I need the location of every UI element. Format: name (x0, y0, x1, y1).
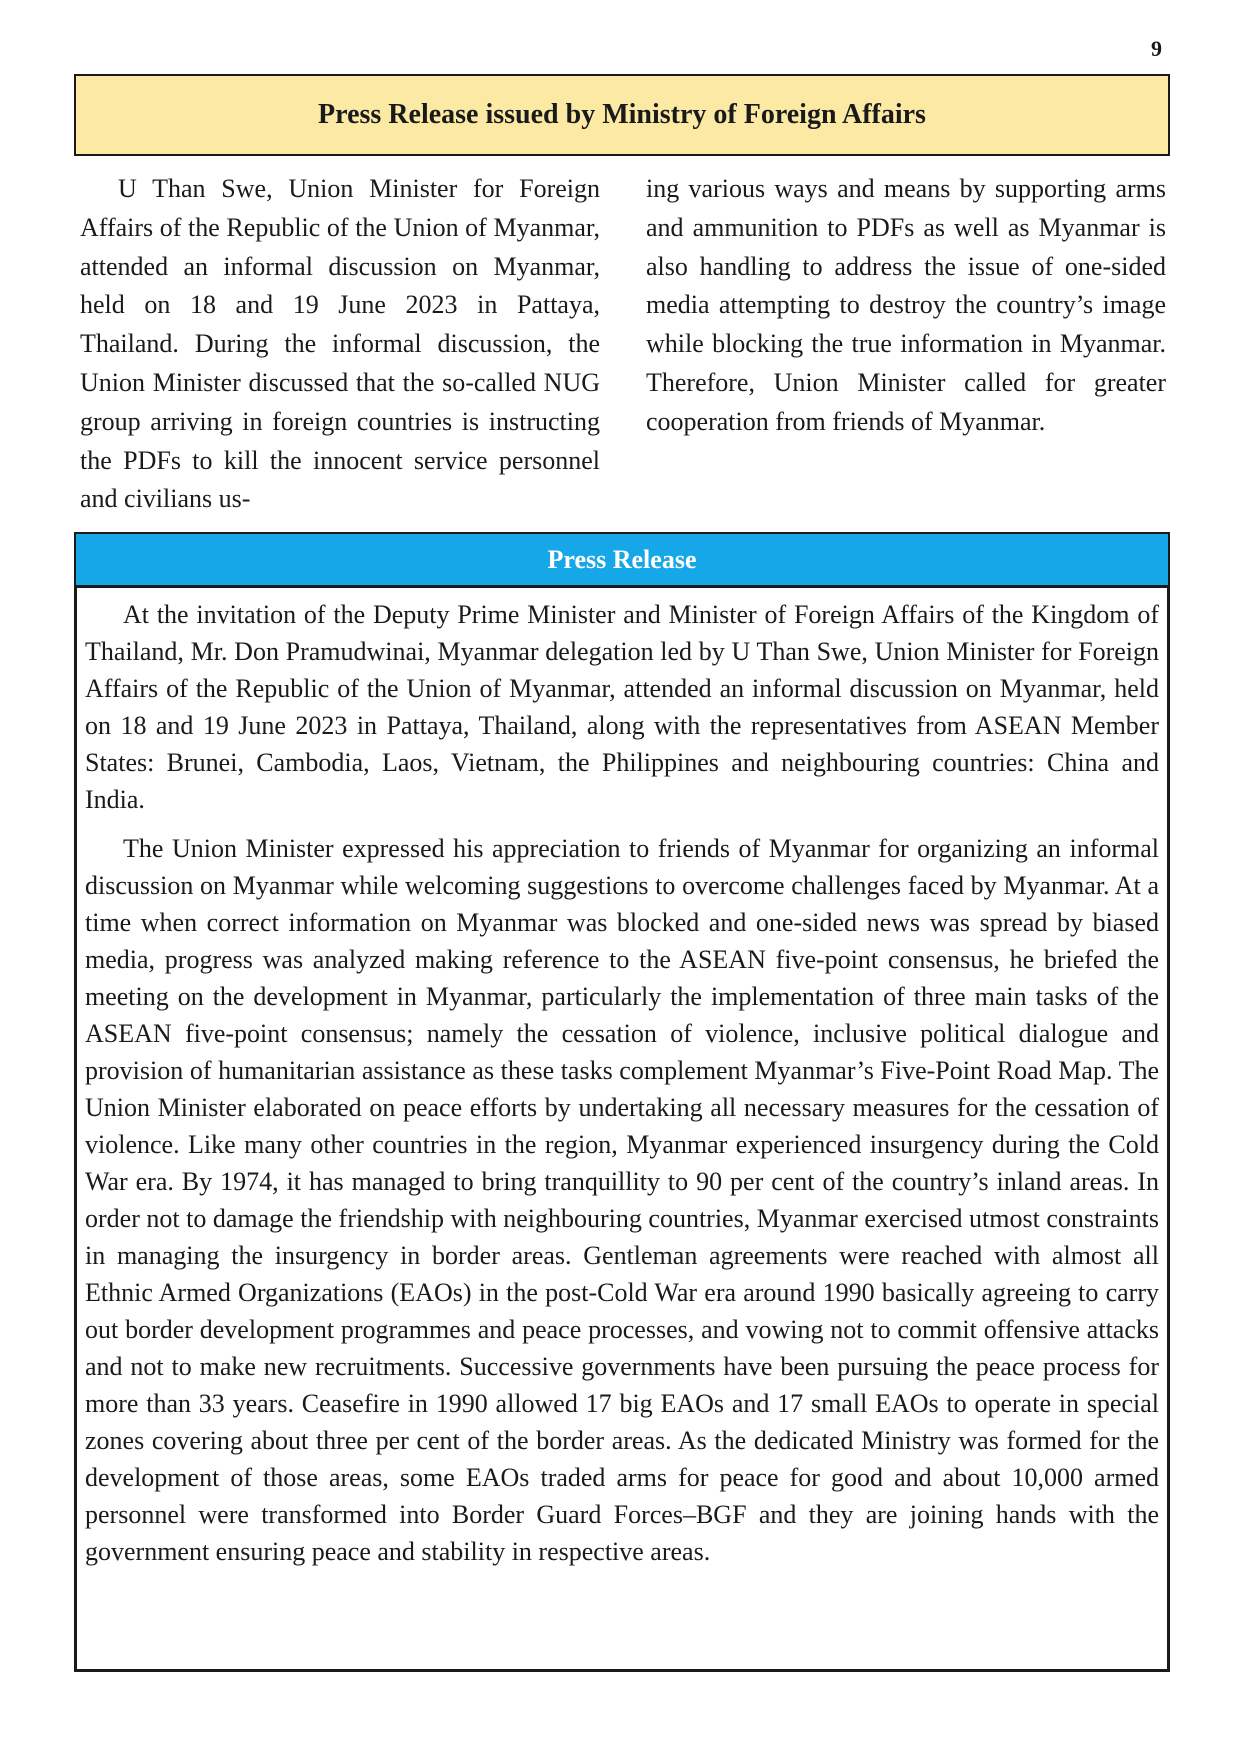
intro-columns (80, 170, 1166, 519)
press-release-title: Press Release (547, 544, 697, 574)
section-title-banner (74, 74, 1170, 156)
press-release-header (74, 532, 1170, 588)
intro-left-text: U Than Swe, Union Minister for Foreign Affairs of the Republic of the Union of Myanmar, attended an informal discussion on Myanmar, held on 18 and 19 June 2023 in Pattaya, Thailand. During the informal discussion, the Union Minister discussed that the so-called NUG group arriving in foreign countries is instructing the PDFs to kill the innocent service personnel and civilians us- (80, 174, 600, 514)
press-release-paragraph: At the invitation of the Deputy Prime Minister and Minister of Foreign Affairs of the Kingdom of Thailand, Mr. Don Pramudwinai, Myanmar delegation led by U Than Swe, Union Minister for Foreign Affairs of the Republic of the Union of Myanmar, attended an informal discussion on Myanmar, held on 18 and 19 June 2023 in Pattaya, Thailand, along with the representatives from ASEAN Member States: Brunei, Cambodia, Laos, Vietnam, the Philippines and neighbouring countries: China and India. (85, 600, 1159, 814)
intro-left-column (80, 170, 600, 519)
page-number: 9 (1151, 36, 1162, 61)
intro-right-column (646, 170, 1166, 519)
press-release-paragraph: The Union Minister expressed his appreciation to friends of Myanmar for organizing an informal discussion on Myanmar while welcoming suggestions to overcome challenges faced by Myanmar. At a time when correct information on Myanmar was blocked and one-sided news was spread by biased media, progress was analyzed making reference to the ASEAN five-point consensus, he briefed the meeting on the development in Myanmar, particularly the implementation of three main tasks of the ASEAN five-point consensus; namely the cessation of violence, inclusive political dialogue and provision of humanitarian assistance as these tasks complement Myanmar’s Five-Point Road Map. The Union Minister elaborated on peace efforts by undertaking all necessary measures for the cessation of violence. Like many other countries in the region, Myanmar experienced insurgency during the Cold War era. By 1974, it has managed to bring tranquillity to 90 per cent of the country’s inland areas. In order not to damage the friendship with neighbouring countries, Myanmar exercised utmost constraints in managing the insurgency in border areas. Gentleman agreements were reached with almost all Ethnic Armed Organizations (EAOs) in the post-Cold War era around 1990 basically agreeing to carry out border development programmes and peace processes, and vowing not to commit offensive attacks and not to make new recruitments. Successive governments have been pursuing the peace process for more than 33 years. Ceasefire in 1990 allowed 17 big EAOs and 17 small EAOs to operate in special zones covering about three per cent of the border areas. As the dedicated Ministry was formed for the development of those areas, some EAOs traded arms for peace for good and about 10,000 armed personnel were transformed into Border Guard Forces–BGF and they are joining hands with the government ensuring peace and stability in respective areas. (85, 834, 1159, 1566)
intro-right-text: ing various ways and means by supporting arms and ammunition to PDFs as well as Myanmar is also handling to address the issue of one-sided media attempting to destroy the country’s image while blocking the true information in Myanmar. Therefore, Union Minister called for greater cooperation from friends of Myanmar. (646, 174, 1166, 436)
section-title: Press Release issued by Ministry of Foreign Affairs (318, 99, 926, 130)
press-release-body (74, 588, 1170, 1672)
